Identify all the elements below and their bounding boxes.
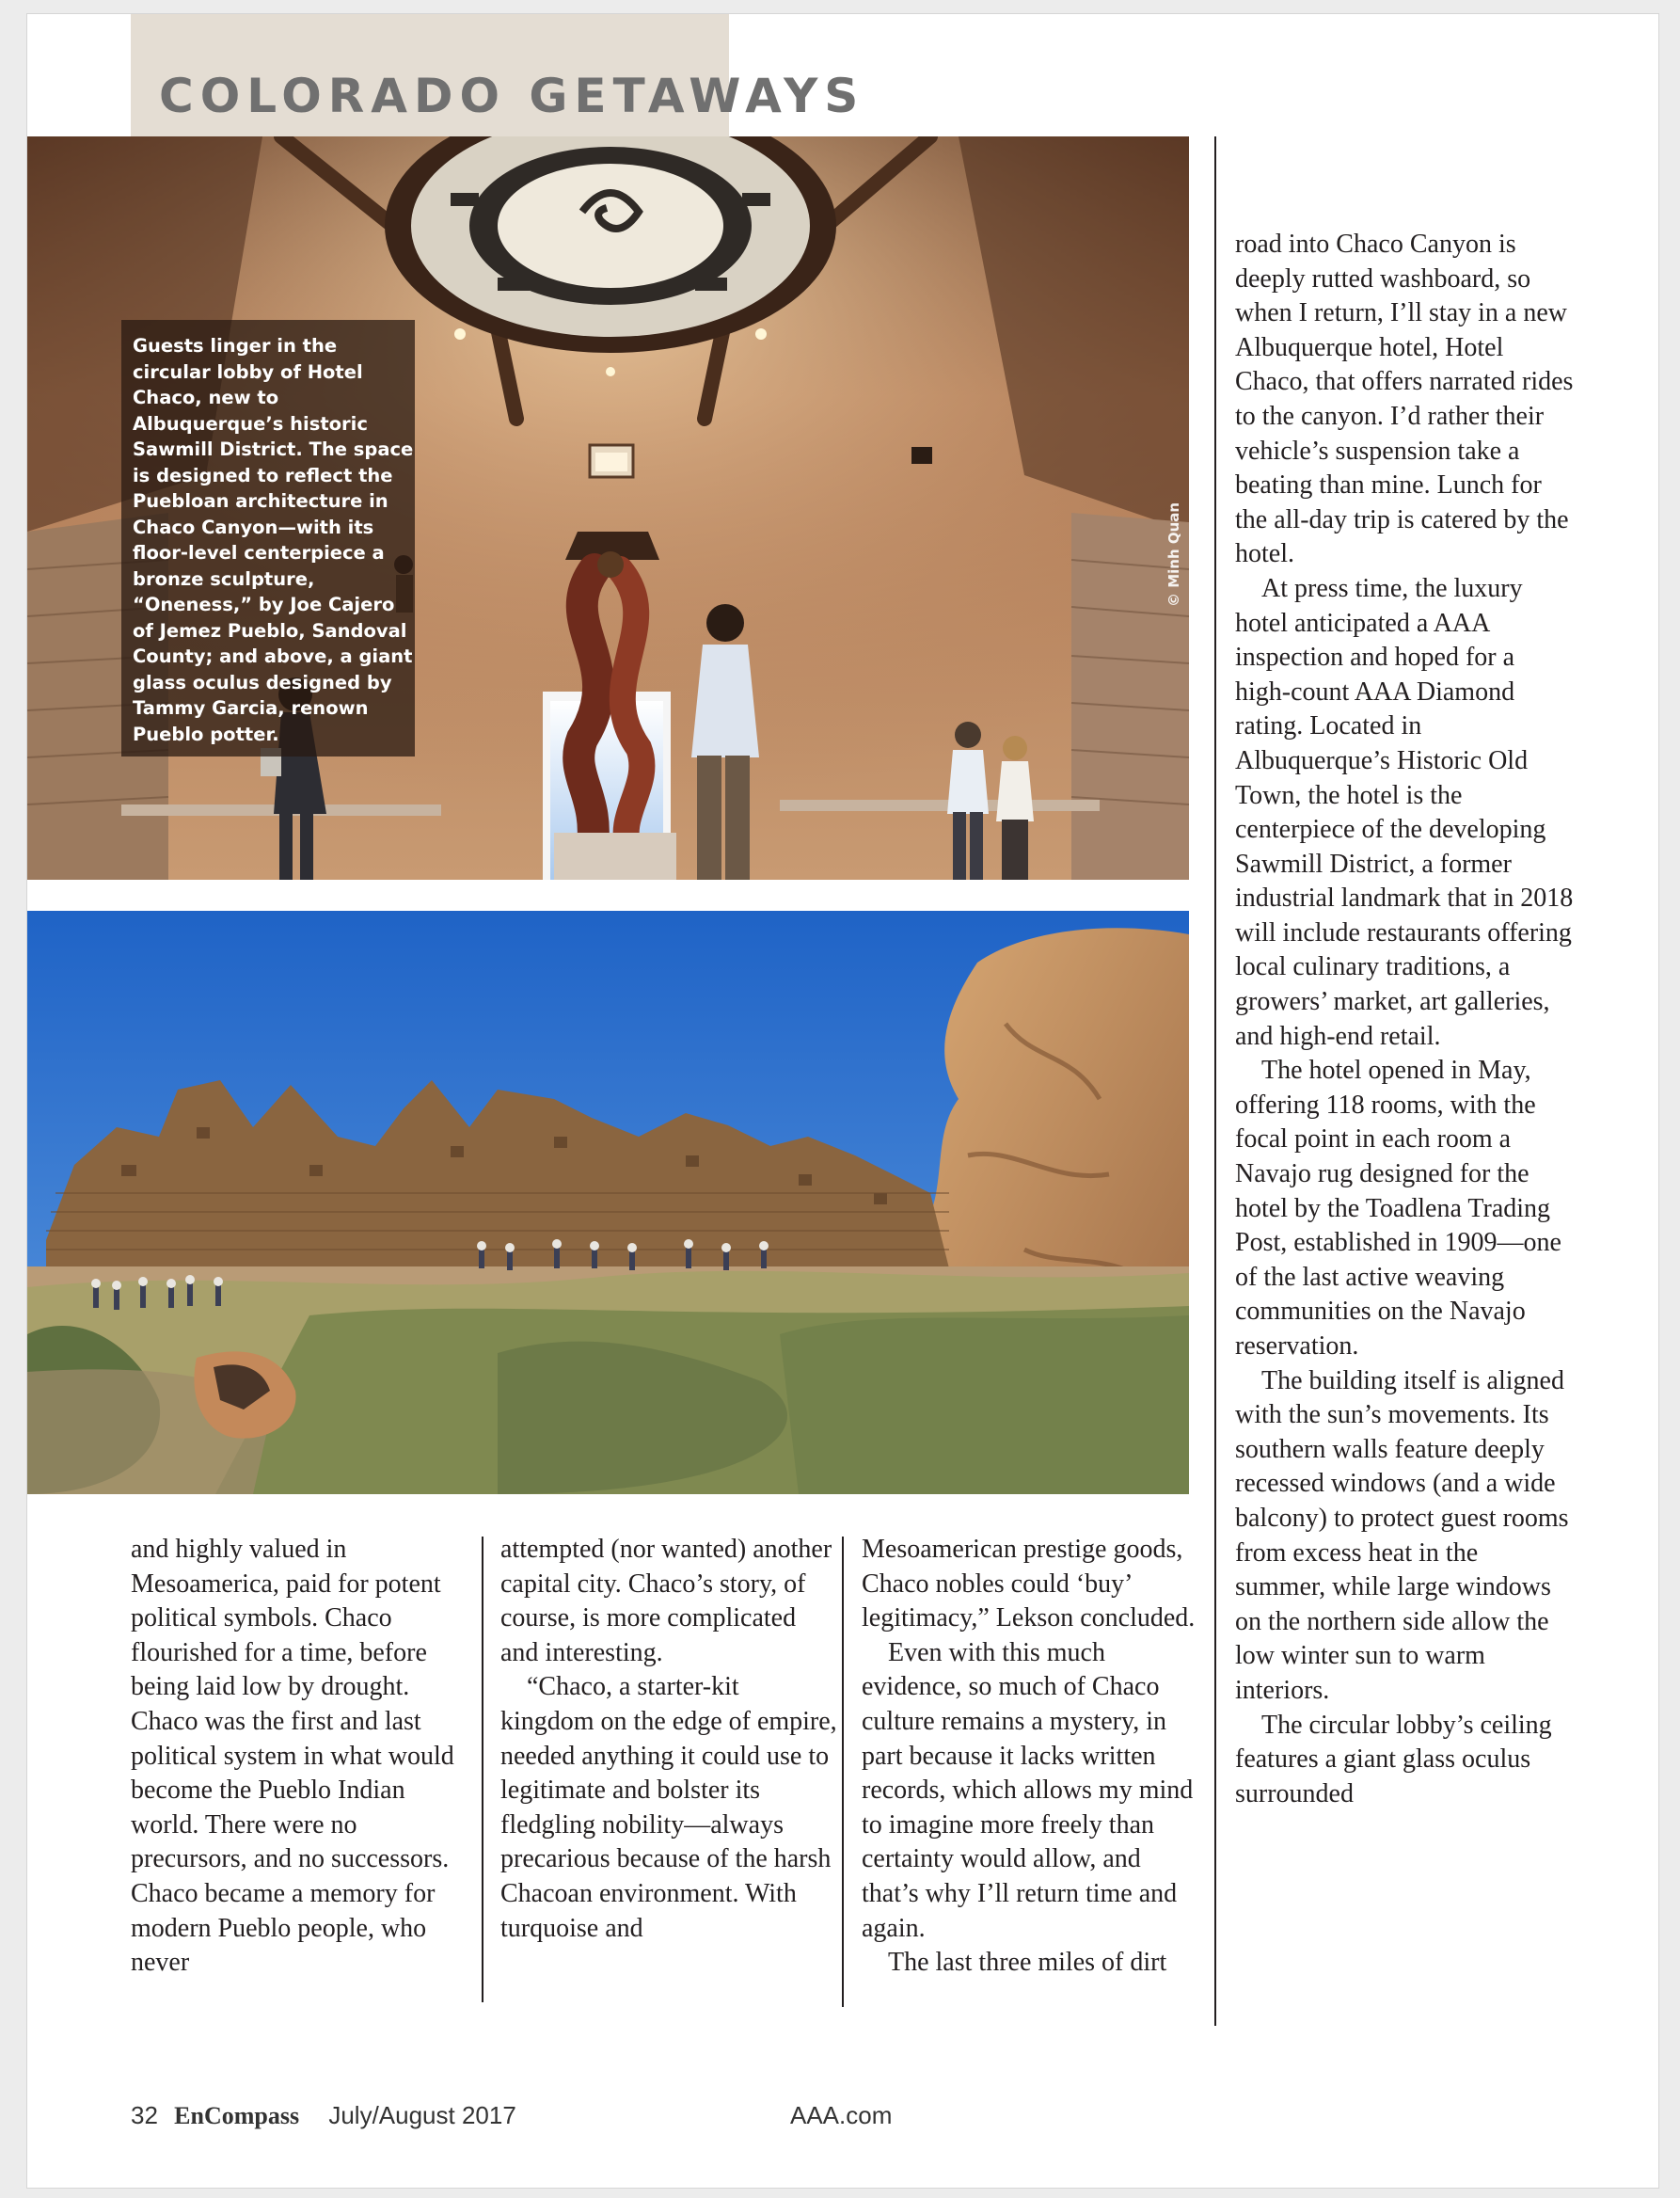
paragraph: The circular lobby’s ceiling features a giant glass oculus surrounded (1235, 1710, 1552, 1808)
paragraph: The hotel opened in May, offering 118 rooms, with the focal point in each room a Navajo rug designed for the hotel by the Toadlena Trading Post, established in 1909—one of the last active weaving communities on the Navajo reservation. (1235, 1056, 1561, 1361)
lobby-photo-credit: © Minh Quan (1165, 502, 1182, 607)
hotel-lobby-photo (27, 136, 1189, 880)
article-column-1 (131, 1533, 455, 1981)
issue-date: July/August 2017 (328, 2101, 516, 2129)
column-rule (1214, 136, 1216, 2026)
magazine-page (26, 13, 1659, 2189)
paragraph: At press time, the luxury hotel anticipated a AAA inspection and hoped for a high-count AAA Diamond rating. Located in Albuquerque’s Historic Old Town, the hotel is the centerpiece of the developing Sawmill District, a former industrial landmark that in 2018 will include restaurants offering local culinary traditions, a growers’ market, art galleries, and high-end retail. (1235, 573, 1574, 1051)
pueblo-bonito-illustration (27, 911, 1189, 1494)
article-column-3 (862, 1533, 1202, 1981)
lobby-photo-caption: Guests linger in the circular lobby of Hotel Chaco, new to Albuquerque’s historic Sawmill District. The space is designed to reflect the Puebloan architecture in Chaco Canyon—with its floor-level centerpiece a bronze sculpture, “Oneness,” by Joe Cajero of Jemez Pueblo, Sandoval County; and above, a giant glass oculus designed by Tammy Garcia, renown Pueblo potter. (121, 320, 415, 757)
paragraph: attempted (nor wanted) another capital city. Chaco’s story, of course, is more complicated and interesting. (500, 1535, 832, 1667)
magazine-name: EnCompass (174, 2102, 300, 2129)
article-column-4 (1235, 228, 1574, 1811)
paragraph: road into Chaco Canyon is deeply rutted washboard, so when I return, I’ll stay in a new Albuquerque hotel, Hotel Chaco, that offers narrated rides to the canyon. I’d rather their vehicle’s suspension take a beating than mine. Lunch for the all-day trip is catered by the hotel. (1235, 230, 1574, 569)
paragraph: The last three miles of dirt (888, 1948, 1167, 1978)
page-number: 32 (131, 2101, 158, 2129)
paragraph: The building itself is aligned with the sun’s movements. Its southern walls feature deeply recessed windows (and a wide balcony) to protect guest rooms from excess heat in the summer, while large windows on the northern side allow the low winter sun to warm interiors. (1235, 1365, 1569, 1705)
paragraph: and highly valued in Mesoamerica, paid for potent political symbols. Chaco flourished for a time, before being laid low by drought. Chaco was the first and last political system in what would become the Pueblo Indian world. There were no precursors, and no successors. Chaco became a memory for modern Pueblo people, who never (131, 1535, 454, 1978)
website-link[interactable]: AAA.com (790, 2101, 893, 2129)
paragraph: Even with this much evidence, so much of Chaco culture remains a mystery, in part because it lacks written records, which allows my mind to imagine more freely than certainty would allow, and that’s why I’ll return time and again. (862, 1637, 1194, 1943)
paragraph: Mesoamerican prestige goods, Chaco nobles could ‘buy’ legitimacy,” Lekson concluded. (862, 1535, 1196, 1633)
column-rule (842, 1537, 844, 2007)
paragraph: “Chaco, a starter-kit kingdom on the edge of empire, needed anything it could use to legitimate and bolster its fledgling nobility—always precarious because of the harsh Chacoan environment. With turquoise and (500, 1672, 837, 1943)
pueblo-bonito-photo (27, 911, 1189, 1494)
article-column-2 (500, 1533, 839, 1946)
section-title: COLORADO GETAWAYS (159, 69, 865, 123)
page-footer (131, 2101, 516, 2130)
column-rule (482, 1537, 483, 2002)
